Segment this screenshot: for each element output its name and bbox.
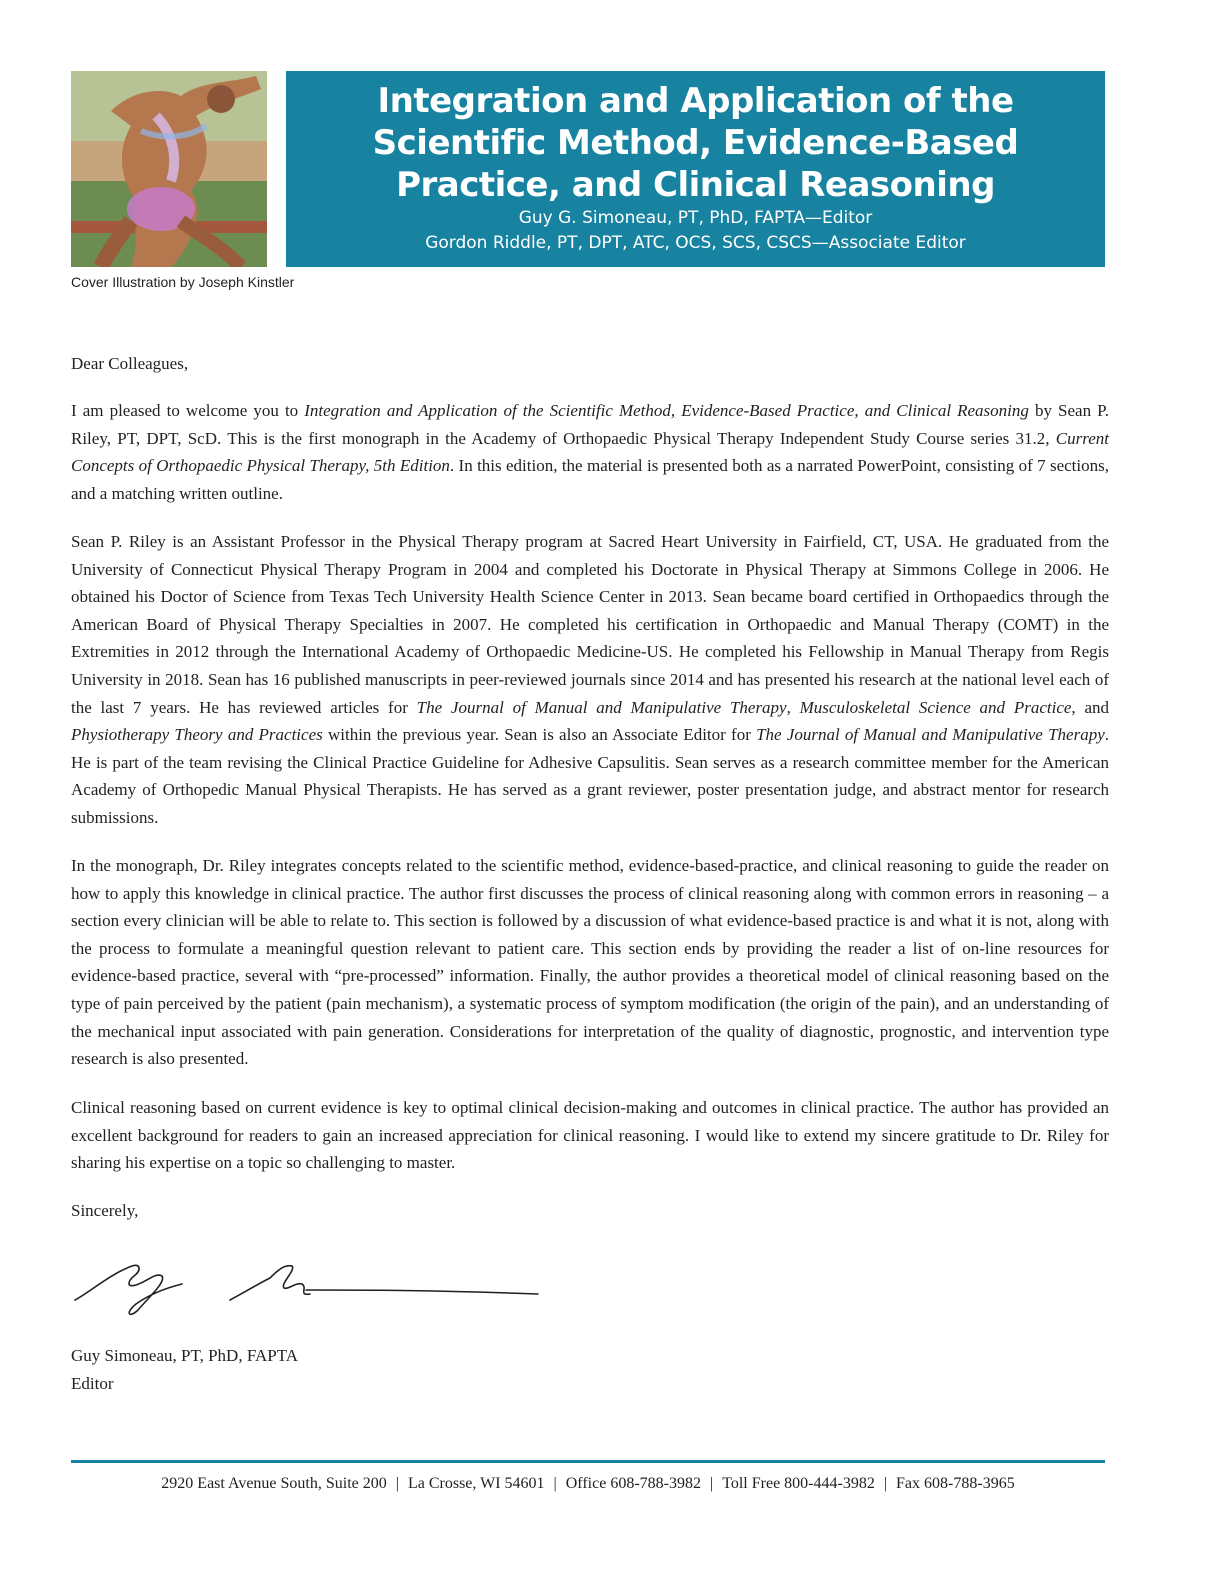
paragraph-closing-remarks: Clinical reasoning based on current evidence is key to optimal clinical decision-making and outcomes in clinical practice. The author has provided an excellent background for readers to gain an increased appreciation for clinical reasoning. I would like to extend my sincere gratitude to Dr. Riley for sharing his expertise on a topic so challenging to master. [71,1098,1109,1173]
signer-name: Guy Simoneau, PT, PhD, FAPTA [71,1346,299,1365]
text-run: Sean P. Riley is an Assistant Professor in the Physical Therapy program at Sacred Heart University in Fairfield, CT, USA. He graduated from the University of Connecticut Physical Therapy Program in 2004 and completed his Doctorate in Physical Therapy at Simmons College in 2006. He obtained his Doctor of Science from Texas Tech University Health Science Center in 2013. Sean became board certified in Orthopaedics through the American Board of Physical Therapy Specialties in 2007. He completed his certification in Orthopaedic and Manual Therapy (COMT) in the Extremities in 2012 through the International Academy of Orthopaedic Medicine-US. He completed his Fellowship in Manual Therapy from Regis University in 2018. Sean has 16 published manuscripts in peer-reviewed journals since 2014 and has presented his research at the national level each of the last 7 years. He has reviewed articles for [71,532,1109,717]
title-line: Practice, and Clinical Reasoning [396,165,995,205]
series-title: Current Concepts of Orthopaedic Physical Therapy, 5th Edition [71,428,1109,476]
journal-title: The Journal of Manual and Manipulative Therapy [416,697,787,717]
text-run: . He is part of the team revising the Clinical Practice Guideline for Adhesive Capsulitis. Sean serves as a research committee member for the American Academy of Orthopedic Manual Physical Therapists. He has served as a grant reviewer, poster presentation judge, and abstract mentor for research submissions. [71,725,1109,827]
footer-office-phone: Office 608-788-3982 [565,1475,701,1492]
paragraph-monograph-summary: In the monograph, Dr. Riley integrates concepts related to the scientific method, evidence-based-practice, and clinical reasoning to guide the reader on how to apply this knowledge in clinical practice. The author first discusses the process of clinical reasoning along with common errors in reasoning – a section every clinician will be able to relate to. This section is followed by a discussion of what evidence-based practice is and what it is not, along with the process to formulate a meaningful question relevant to patient care. This section ends by providing the reader a list of on-line resources for evidence-based practice, several with “pre-processed” information. Finally, the author provides a theoretical model of clinical reasoning based on the type of pain perceived by the patient (pain mechanism), a systematic process of symptom modification (the origin of the pain), and an understanding of the mechanical input associated with pain generation. Considerations for interpretation of the quality of diagnostic, prognostic, and intervention type research is also presented. [71,856,1109,1069]
title-line: Integration and Application of the [377,81,1014,121]
text-run: , and [1071,697,1109,717]
footer-separator: | [709,1475,714,1492]
title-banner [286,71,1105,267]
text-run: within the previous year. Sean is also an Associate Editor for [322,725,757,745]
monograph-title [286,80,1105,206]
footer-separator: | [883,1475,888,1492]
closing: Sincerely, [71,1201,139,1220]
footer-address: 2920 East Avenue South, Suite 200 [161,1475,387,1492]
text-run: I am pleased to welcome you to [71,401,305,420]
associate-editor-credit: Gordon Riddle, PT, DPT, ATC, OCS, SCS, CSCS—Associate Editor [425,233,966,253]
paragraph-author-bio [71,528,1109,832]
title-line: Scientific Method, Evidence-Based [372,123,1019,163]
handwritten-signature [70,1252,550,1322]
footer-toll-free: Toll Free 800-444-3982 [722,1475,875,1492]
salutation: Dear Colleagues, [71,354,189,373]
cover-illustration [71,71,267,267]
footer-city: La Crosse, WI 54601 [407,1475,545,1492]
journal-title: Physiotherapy Theory and Practices [71,725,323,745]
footer-separator: | [395,1475,399,1492]
text-run: . In this edition, the material is presented both as a narrated PowerPoint, consisting of 7 sections, and a matching written outline. [71,456,1109,503]
journal-title: Musculoskeletal Science and Practice [799,697,1072,717]
book-title: Integration and Application of the Scientific Method, Evidence-Based Practice, and Clinical Reasoning [304,401,1029,420]
signer-title: Editor [71,1374,114,1393]
editor-credit: Guy G. Simoneau, PT, PhD, FAPTA—Editor [518,208,873,228]
footer-fax: Fax 608-788-3965 [896,1475,1015,1492]
runner-illustration [71,71,267,267]
cover-caption: Cover Illustration by Joseph Kinstler [71,274,295,290]
footer-separator: | [553,1475,557,1492]
footer-rule [71,1460,1105,1463]
paragraph-intro [71,397,1109,507]
footer-contact [71,1475,1105,1493]
text-run: by Sean P. Riley, PT, DPT, ScD. This is the first monograph in the Academy of Orthopaedic Physical Therapy Independent Study Course series 31.2, [71,401,1109,448]
journal-title: The Journal of Manual and Manipulative Therapy [756,725,1105,745]
text-run: , [786,697,800,717]
